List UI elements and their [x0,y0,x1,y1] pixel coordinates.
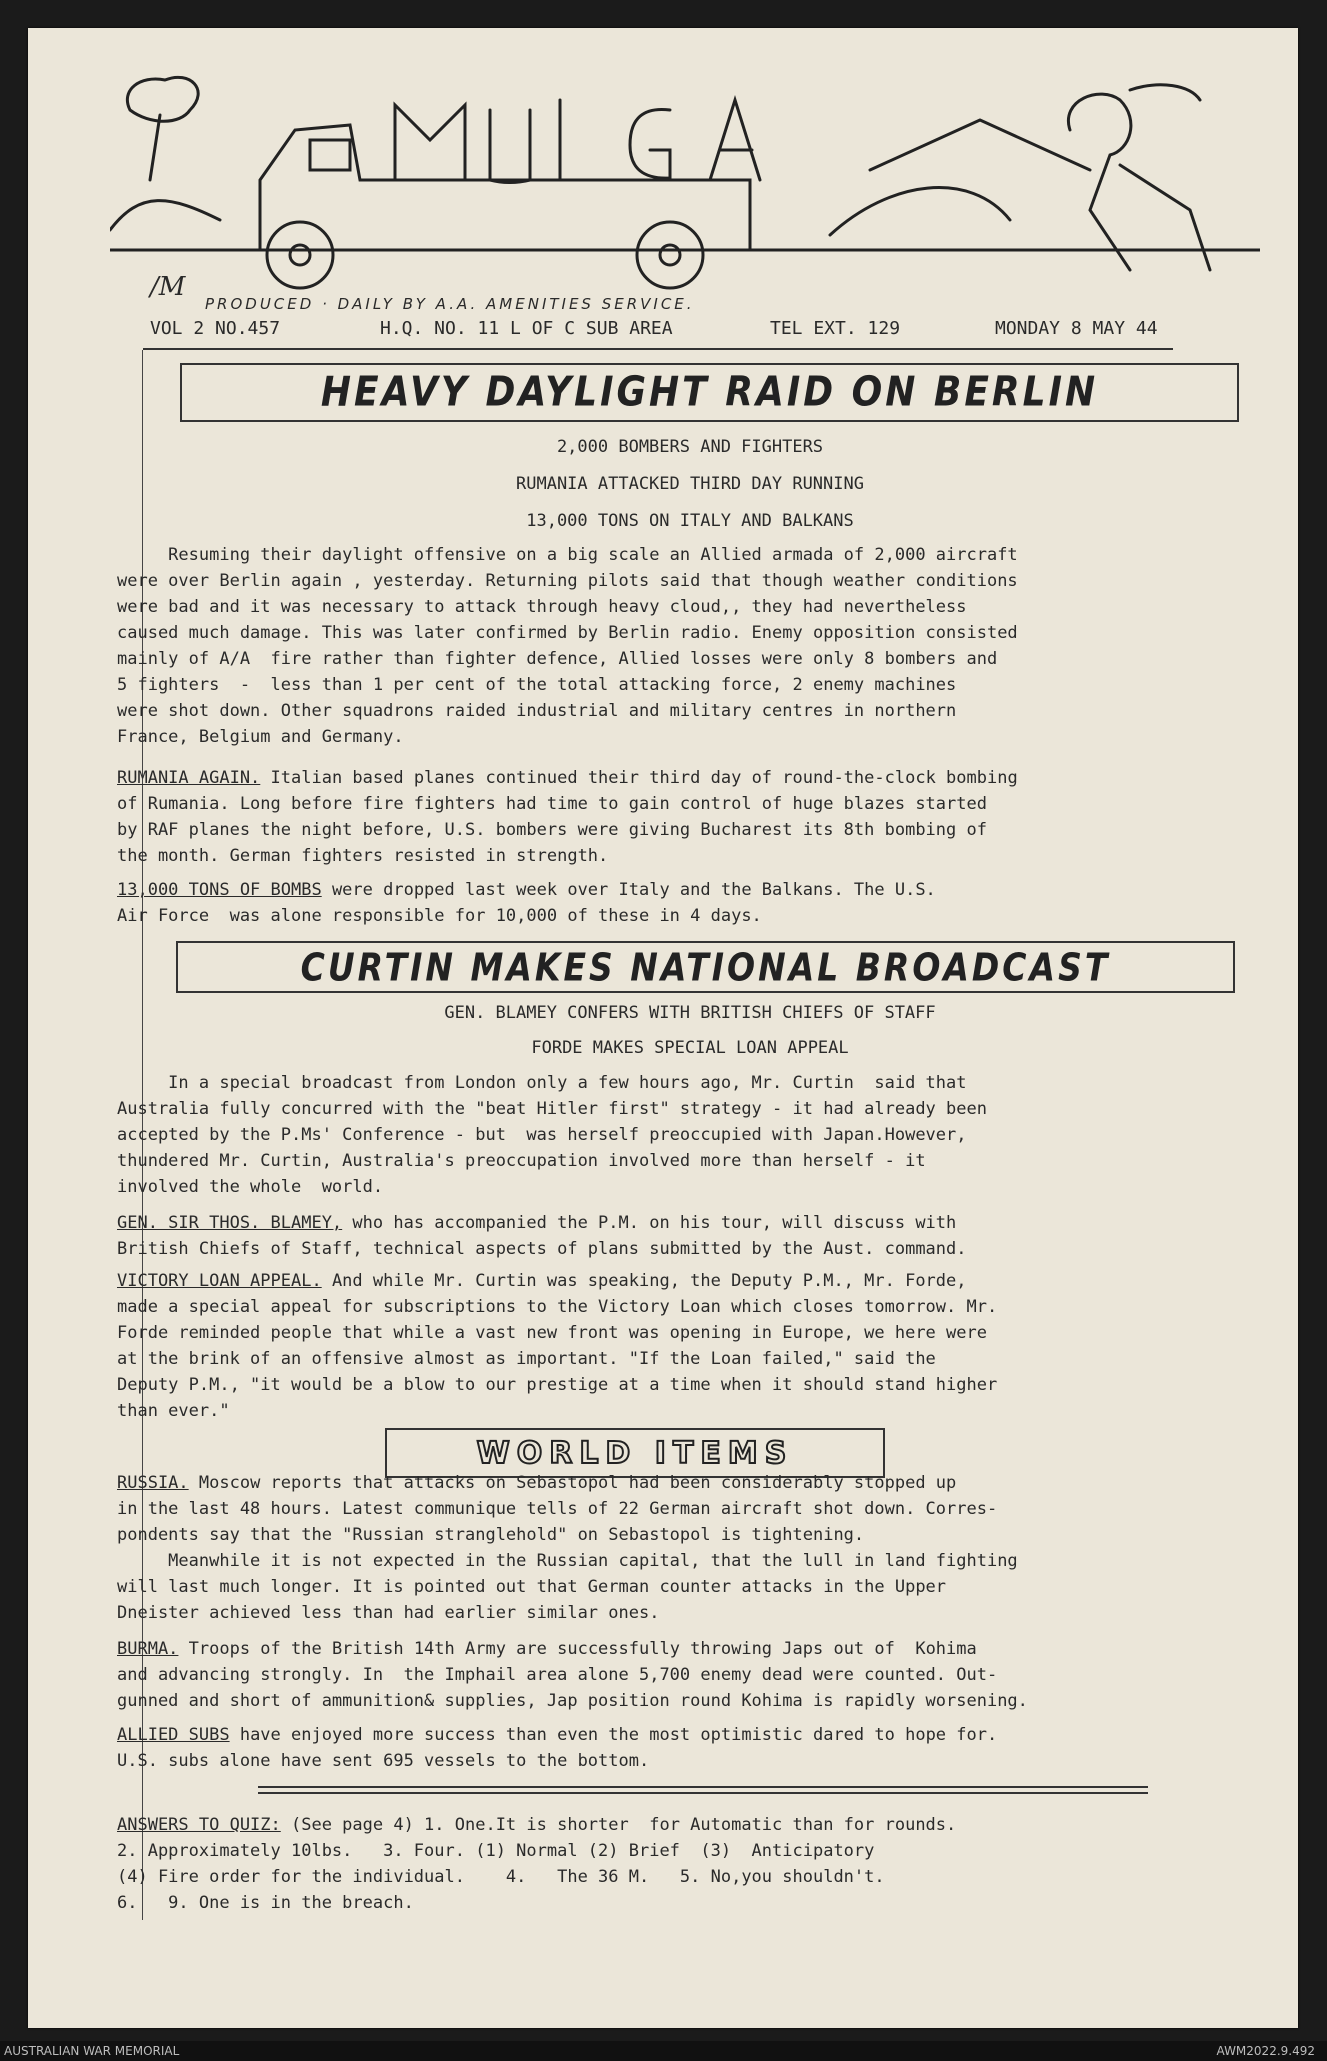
subheading-rumania: RUMANIA ATTACKED THIRD DAY RUNNING [516,474,864,494]
quiz-body: (See page 4) 1. One.It is shorter for Automatic than for rounds. 2. Approximately 10lbs. 3. Four. (1) Normal (2) Brief (3) Anticipatory (4) Fire order for the individual. 4. The 36 M. 5. No,you shouldn't. 6. 9. One is in the breach. [117,1815,957,1913]
title-lettering [395,100,760,183]
subs-paragraph [117,1722,997,1774]
russia-paragraph [117,1470,1018,1626]
tons-paragraph [117,877,936,929]
telephone-extension: TEL EXT. 129 [770,318,901,339]
quiz-paragraph [117,1812,956,1916]
blamey-paragraph [117,1210,967,1262]
russia-lead: RUSSIA. [117,1473,189,1493]
footer-institution: AUSTRALIAN WAR MEMORIAL [4,2044,180,2058]
headline-box-curtin [176,941,1235,993]
title-text: MULGA [560,160,564,161]
loan-body: And while Mr. Curtin was speaking, the Deputy P.M., Mr. Forde, made a special appeal for subscriptions to the Victory Loan which closes tomorrow. Mr. Forde reminded people that while a vast new front was opening in Europe, we here were at the brink of an offensive almost as important. "If the Loan failed," said the Deputy P.M., "it would be a blow to our prestige at a time when it should stand higher than ever." [117,1271,998,1421]
subheading-tons: 13,000 TONS ON ITALY AND BALKANS [526,511,854,531]
headline-curtin: CURTIN MAKES NATIONAL BROADCAST [300,944,1111,990]
archive-footer [0,2041,1327,2061]
footer-accession-number: AWM2022.9.492 [1216,2044,1315,2058]
loan-lead: VICTORY LOAN APPEAL. [117,1271,322,1291]
blamey-lead: GEN. SIR THOS. BLAMEY, [117,1213,343,1233]
hq-info: H.Q. NO. 11 L OF C SUB AREA [380,318,673,339]
double-rule-top [258,1786,1148,1788]
rumania-body: Italian based planes continued their third day of round-the-clock bombing of Rumania. Long before fire fighters had time to gain control of huge blazes started by RAF planes the night before, U.S. bombers were giving Bucharest its 8th bombing of the month. German fighters resisted in strength. [117,768,1018,866]
double-rule-bottom [258,1792,1148,1794]
rumania-lead: RUMANIA AGAIN. [117,768,261,788]
rumania-paragraph [117,765,1018,869]
subheading-blamey: GEN. BLAMEY CONFERS WITH BRITISH CHIEFS OF STAFF [444,1003,936,1023]
issue-date: MONDAY 8 MAY 44 [995,318,1158,339]
issue-mark: /M [150,272,186,302]
warrior-drawing [870,85,1210,270]
berlin-paragraph: Resuming their daylight offensive on a big scale an Allied armada of 2,000 aircraft were over Berlin again , yesterday. Returning pilots said that though weather conditions were bad and it was necessary to attack through heavy cloud,, they had nevertheless caused much damage. This was later confirmed by Berlin radio. Enemy opposition consisted mainly of A/A fire rather than fighter defence, Allied losses were only 8 bombers and 5 fighters - less than 1 per cent of the total attacking force, 2 enemy machines were shot down. Other squadrons raided industrial and military centres in northern France, Belgium and Germany. [117,545,1018,747]
blamey-body: who has accompanied the P.M. on his tour, will discuss with British Chiefs of Staff, technical aspects of plans submitted by the Aust. command. [117,1213,967,1259]
burma-paragraph [117,1636,1028,1714]
headline-box-berlin [180,363,1239,422]
subs-lead: ALLIED SUBS [117,1725,230,1745]
masthead-illustration [110,70,1260,315]
masthead-rule [143,348,1173,350]
truck-icon [260,125,750,250]
russia-body: Moscow reports that attacks on Sebastopol had been considerably stopped up in the last 48 hours. Latest communique tells of 22 German aircraft shot down. Corres- pondents say that the "Russian stranglehold" on Sebastopol is tightening. Meanwhile it is not expected in the Russian capital, that the lull in land fighting will last much longer. It is pointed out that German counter attacks in the Upper Dneister achieved less than had earlier similar ones. [117,1473,1018,1623]
loan-paragraph [117,1268,997,1424]
hills-drawing [110,188,1260,250]
headline-berlin: HEAVY DAYLIGHT RAID ON BERLIN [320,368,1099,417]
tons-lead: 13,000 TONS OF BOMBS [117,880,322,900]
world-items-heading: WORLD ITEMS [476,1435,794,1471]
tree-icon [127,77,198,180]
masthead-tagline: PRODUCED · DAILY BY A.A. AMENITIES SERVICE. [205,295,695,313]
quiz-lead: ANSWERS TO QUIZ: [117,1815,281,1835]
subheading-forde: FORDE MAKES SPECIAL LOAN APPEAL [531,1038,849,1058]
burma-body: Troops of the British 14th Army are successfully throwing Japs out of Kohima and advancing strongly. In the Imphail area alone 5,700 enemy dead were counted. Out- gunned and short of ammunition& supplies, Jap position round Kohima is rapidly worsening. [117,1639,1028,1711]
subs-body: have enjoyed more success than even the most optimistic dared to hope for. U.S. subs alone have sent 695 vessels to the bottom. [117,1725,998,1771]
burma-lead: BURMA. [117,1639,179,1659]
subheading-bombers: 2,000 BOMBERS AND FIGHTERS [556,437,824,457]
tons-body: were dropped last week over Italy and the Balkans. The U.S. Air Force was alone responsible for 10,000 of these in 4 days. [117,880,936,926]
volume-number: VOL 2 NO.457 [150,318,281,339]
curtin-paragraph: In a special broadcast from London only a few hours ago, Mr. Curtin said that Australia fully concurred with the "beat Hitler first" strategy - it had already been accepted by the P.Ms' Conference - but was herself preoccupied with Japan.However, thundered Mr. Curtin, Australia's preoccupation involved more than herself - it involved the whole world. [117,1073,987,1197]
